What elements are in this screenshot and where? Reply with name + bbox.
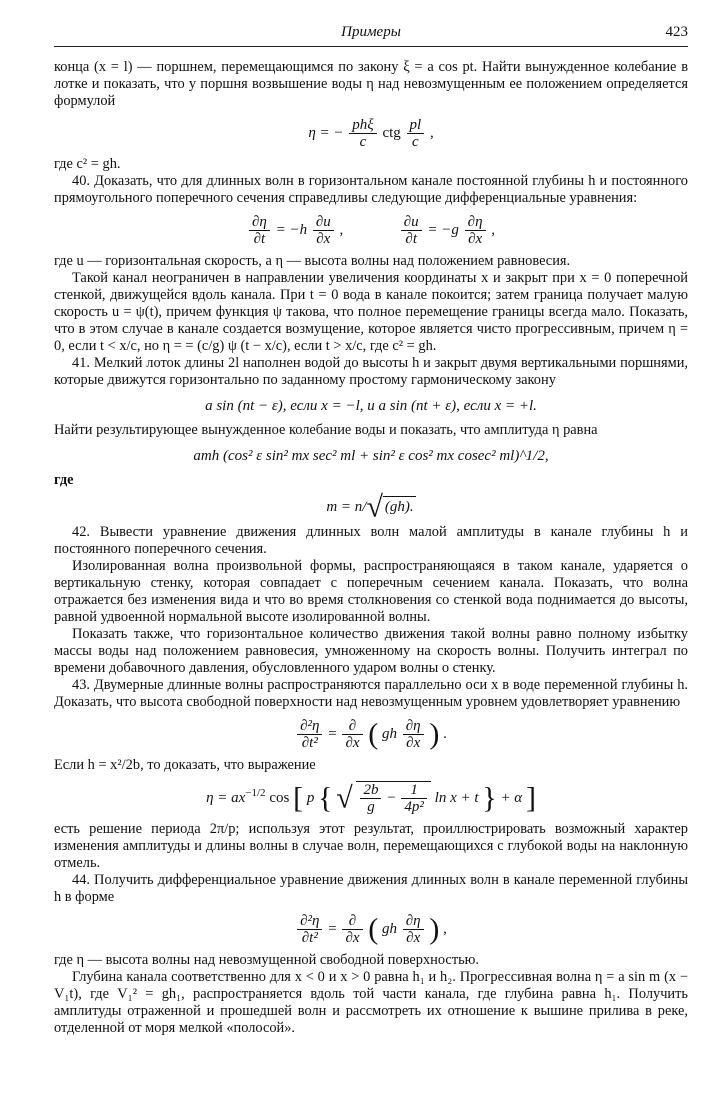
problem-40: 40. Доказать, что для длинных волн в горизонтальном канале постоянной глубины h и постоянного прямоугольного поперечного сечения справедливы следующие дифференциальные уравнения: xyxy=(54,173,688,206)
paragraph: где η — высота волны над невозмущенной свободной поверхностью. xyxy=(54,951,480,968)
problem-41: 41. Мелкий лоток длины 2l наполнен водой до высоты h и закрыт двумя вертикальными поршнями, которые движутся горизонтально по заданному простому гармоническому закону xyxy=(54,355,688,388)
formula-text: . xyxy=(443,725,447,742)
formula-text: m = n/ xyxy=(326,499,367,515)
problem-42: 42. Вывести уравнение движения длинных волн малой амплитуды в канале глубины h и постоянного поперечного сечения. xyxy=(54,523,688,557)
header-title: Примеры xyxy=(341,24,401,40)
paren-left: ( xyxy=(368,717,379,751)
formula-text: a sin (nt − ε), если x = −l, и a sin (nt + ε), если x = +l. xyxy=(205,398,537,414)
fraction: $\frac{\partial}{\partial x}$ xyxy=(342,913,362,946)
fraction: $\frac{2b}{g}$ xyxy=(360,782,381,815)
formula-variable-depth xyxy=(54,718,688,751)
formula-text: = −h xyxy=(275,221,308,238)
fraction: $\frac{\partial\eta}{\partial t}$ xyxy=(249,214,270,247)
paragraph: Показать также, что горизонтальное количество движения такой волны равно полному избытку массы воды над положением равновесия, умноженному на скорость волны. Получить интеграл по времени добавочного давления, обусловленного ударом волны о стенку. xyxy=(54,625,688,676)
fraction: $\frac{\partial\eta}{\partial x}$ xyxy=(403,718,424,751)
formula-text: = −g xyxy=(427,221,459,238)
formula-text: , xyxy=(443,920,447,937)
fraction: $\frac{\partial u}{\partial x}$ xyxy=(313,214,334,247)
formula-text: η = ax xyxy=(206,789,246,806)
running-header xyxy=(54,22,688,47)
paragraph: конца (x = l) — поршнем, перемещающимся по закону ξ = a cos pt. Найти вынужденное колебание в лотке и показать, что у поршня возвышение воды η над невозмущенным ее положением определяется формулой xyxy=(54,59,688,109)
problem-44: 44. Получить дифференциальное уравнение движения длинных волн в канале переменной глубины h в форме xyxy=(54,871,688,905)
formula-text: , xyxy=(339,221,344,238)
formula-long-wave-equations xyxy=(54,214,688,247)
paren-left: ( xyxy=(368,912,379,946)
paragraph: Изолированная волна произвольной формы, распространяющаяся в таком канале, ударяется о вертикальную стенку, которая совпадает с поперечным сечением канала. Показать, что волна отражается без изменения вида и что во время столкновения со стенкой вода поднимается до высоты, равной удвоенной нормальной высоте изолированной волны. xyxy=(54,557,688,625)
formula-text: ln x + t xyxy=(434,789,479,806)
formula-text: amh (cos² ε sin² mx sec² ml + sin² ε cos² mx cosec² ml)^1/2, xyxy=(193,448,549,464)
paren-right: ) xyxy=(429,717,440,751)
formula-solution xyxy=(54,781,688,815)
fraction: $\frac{\text{phξ}}{c}$ xyxy=(349,117,376,150)
fraction: $\frac{\text{∂²η}}{\text{∂t²}}$ xyxy=(297,718,322,751)
formula-channel-equation xyxy=(54,913,688,946)
page xyxy=(54,22,688,1037)
paragraph: Найти результирующее вынужденное колебание воды и показать, что амплитуда η равна xyxy=(54,422,598,438)
formula-text: (gh). xyxy=(383,496,416,517)
bracket-left: [ xyxy=(293,781,304,815)
paren-right: ) xyxy=(429,912,440,946)
formula-text: = xyxy=(328,725,337,742)
formula-text: = xyxy=(328,920,337,937)
exponent: −1/2 xyxy=(245,786,266,799)
paragraph: Если h = x²/2b, то доказать, что выражение xyxy=(54,756,316,773)
paragraph: Такой канал неограничен в направлении увеличения координаты x и закрыт при x = 0 поперечной стенкой, движущейся вдоль канала. При t = 0 вода в канале покоится; затем граница получает малую скорость u = ψ(t), причем функция ψ такова, что полное перемещение границы всегда мало. Показать, что в этом случае в канале создается возмущение, которое является чисто прогрессивным, причем η = 0, если t < x/c, но η = = (c/g) ψ (t − x/c), если t > x/c, где c² = gh. xyxy=(54,270,688,354)
paragraph: где c² = gh. xyxy=(54,156,121,172)
paragraph: где u — горизонтальная скорость, а η — высота волны над положением равновесия. xyxy=(54,253,571,269)
formula-text: p xyxy=(306,789,315,806)
problem-43: 43. Двумерные длинные волны распространяются параллельно оси x в воде переменной глубины h. Доказать, что высота свободной поверхности над невозмущенным уровнем удовлетворяет уравнению xyxy=(54,676,688,710)
radical-sign: √ xyxy=(336,781,353,815)
page-number: 423 xyxy=(665,24,688,40)
fraction: $\frac{\partial\eta}{\partial x}$ xyxy=(465,214,486,247)
fraction: $\frac{pl}{c}$ xyxy=(407,117,425,150)
brace-left: { xyxy=(318,781,333,815)
fraction: $\frac{\partial}{\partial x}$ xyxy=(342,718,362,751)
radicand xyxy=(356,781,430,815)
formula-text: η = − xyxy=(308,124,344,141)
fraction: $\frac{1}{\text{4p²}}$ xyxy=(401,782,427,815)
paragraph: где xyxy=(54,472,74,488)
fraction: $\frac{\text{∂²η}}{\text{∂t²}}$ xyxy=(297,913,322,946)
formula-text: + α xyxy=(500,789,523,806)
formula-text: cos xyxy=(269,789,290,806)
paragraph: Глубина канала соответственно для x < 0 и x > 0 равна h₁ и h₂. Прогрессивная волна η = a sin m (x − V₁t), где V₁² = gh₁, распространяется вдоль той части канала, где глубина равна h₁. Получить амплитуды отраженной и прошедшей волн и рассмотреть их отношение к вышине прилива в реке, отделенной от моря мелкой «полосой». xyxy=(54,968,688,1036)
bracket-right: ] xyxy=(525,781,536,815)
formula-eta-piston xyxy=(54,117,688,150)
formula-piston-law xyxy=(54,396,688,416)
formula-text: , xyxy=(491,221,496,238)
radical-sign: √ xyxy=(366,490,383,524)
formula-text: , xyxy=(429,124,434,141)
formula-text: gh xyxy=(382,920,398,937)
brace-right: } xyxy=(482,781,497,815)
formula-text: gh xyxy=(382,725,398,742)
fraction: $\frac{\partial u}{\partial t}$ xyxy=(401,214,422,247)
formula-amplitude xyxy=(54,446,688,466)
paragraph: есть решение периода 2π/p; используя этот результат, проиллюстрировать возможный характер изменения амплитуды и длины волны в случае волн, перемещающихся с глубокой воды на наклонную отмель. xyxy=(54,820,688,871)
fraction: $\frac{\partial\eta}{\partial x}$ xyxy=(403,913,424,946)
formula-m xyxy=(54,490,688,524)
formula-text: − xyxy=(387,789,396,806)
formula-text: ctg xyxy=(382,124,401,141)
